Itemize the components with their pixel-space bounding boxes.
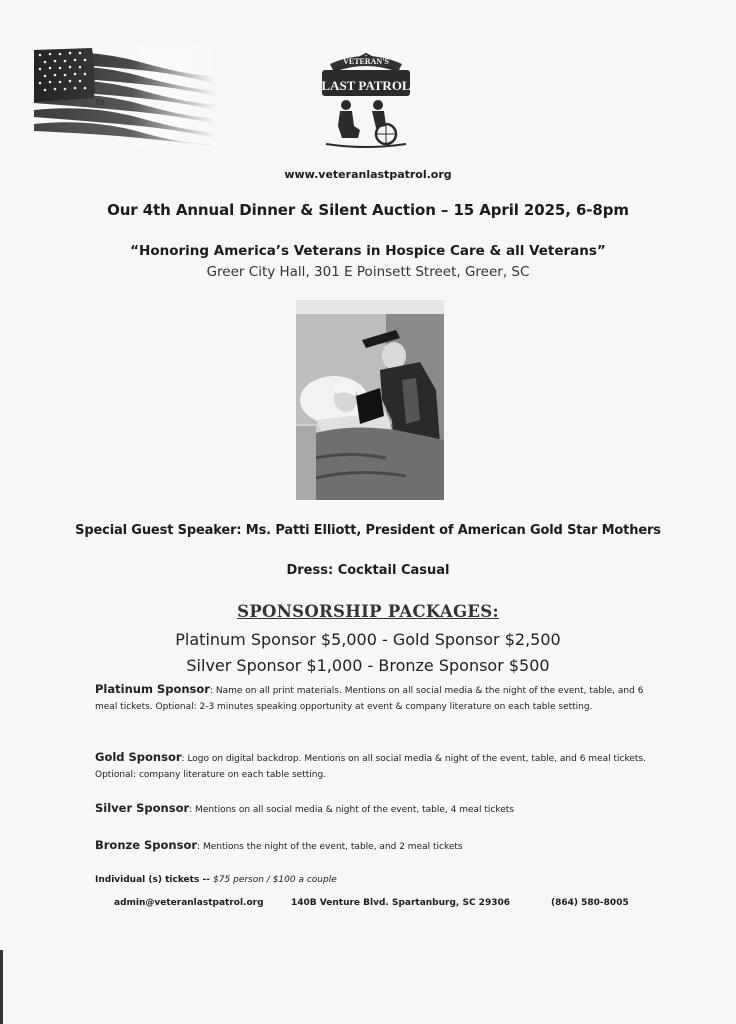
package-bronze: [95, 838, 655, 856]
package-description: : Mentions on all social media & night of the event, table, 4 meal tickets: [189, 805, 515, 815]
contact-email[interactable]: admin@veteranlastpatrol.org: [114, 898, 264, 908]
american-flag-image: [30, 46, 215, 146]
package-silver: [95, 801, 655, 819]
veteran-visit-photo: [296, 300, 444, 500]
logo-line1: VETERAN'S: [343, 57, 389, 66]
package-description: : Name on all print materials. Mentions on all social media & the night of the event, table, and 6 meal tickets. Optional: 2-3 minutes speaking opportunity at event & company literature on each table setting.: [95, 686, 644, 712]
sponsor-tiers-line-1: Platinum Sponsor $5,000 - Gold Sponsor $2,500: [175, 630, 561, 649]
sponsorship-heading: SPONSORSHIP PACKAGES:: [237, 602, 499, 621]
individual-tickets-label: Individual (s) tickets --: [95, 875, 214, 885]
package-name: Bronze Sponsor: [95, 838, 198, 852]
sponsor-tiers-line-2: Silver Sponsor $1,000 - Bronze Sponsor $500: [186, 656, 550, 675]
package-platinum: [95, 682, 655, 715]
veterans-last-patrol-logo: [316, 50, 416, 150]
dress-code: Dress: Cocktail Casual: [286, 563, 450, 578]
guest-speaker: Special Guest Speaker: Ms. Patti Elliott, President of American Gold Star Mothers: [75, 523, 661, 538]
event-venue: Greer City Hall, 301 E Poinsett Street, Greer, SC: [206, 264, 530, 280]
contact-address: 140B Venture Blvd. Spartanburg, SC 29306: [291, 898, 510, 908]
event-tagline: “Honoring America’s Veterans in Hospice Care & all Veterans”: [130, 243, 606, 259]
contact-phone: (864) 580-8005: [551, 898, 629, 908]
website-url: www.veteranlastpatrol.org: [284, 168, 452, 181]
package-name: Gold Sponsor: [95, 750, 182, 764]
package-name: Platinum Sponsor: [95, 682, 210, 696]
package-description: : Logo on digital backdrop. Mentions on all social media & night of the event, table, and 6 meal tickets. Optional: company literature on each table setting.: [95, 754, 646, 780]
scan-edge-mark: [0, 950, 3, 1024]
individual-tickets-price: $75 person / $100 a couple: [213, 875, 337, 885]
package-name: Silver Sponsor: [95, 801, 190, 815]
flag-mark-text: ta: [96, 98, 106, 108]
package-description: : Mentions the night of the event, table, and 2 meal tickets: [197, 842, 463, 852]
logo-line2: LAST PATROL: [321, 78, 411, 93]
individual-tickets: [95, 875, 337, 885]
event-title: Our 4th Annual Dinner & Silent Auction – 15 April 2025, 6-8pm: [107, 201, 629, 219]
package-gold: [95, 750, 655, 783]
